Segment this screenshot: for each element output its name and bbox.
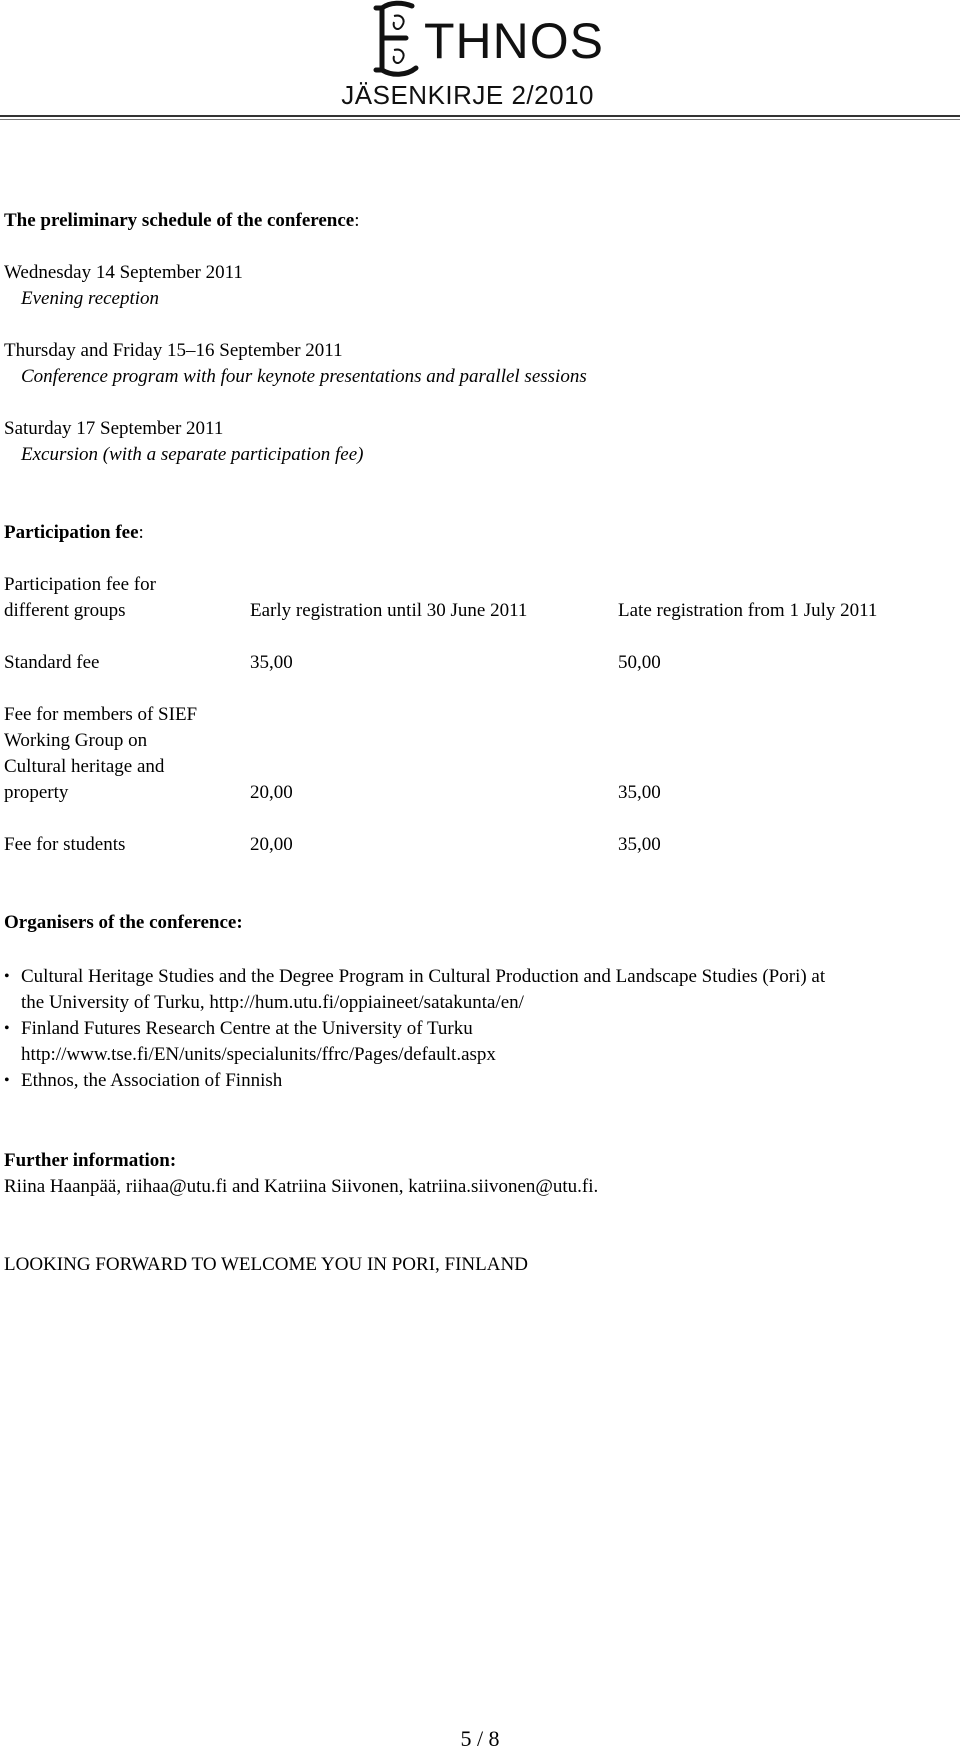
fee-col-header-group: Participation fee for bbox=[4, 574, 156, 595]
fee-row-late: 35,00 bbox=[618, 834, 661, 855]
fee-row-late: 50,00 bbox=[618, 652, 661, 673]
page-header bbox=[0, 0, 960, 124]
fee-row-late: 35,00 bbox=[618, 782, 661, 803]
schedule-date: Thursday and Friday 15–16 September 2011 bbox=[4, 340, 343, 361]
schedule-date: Wednesday 14 September 2011 bbox=[4, 262, 243, 283]
list-item bbox=[4, 1016, 956, 1068]
header-rule bbox=[0, 115, 960, 120]
fee-row-early: 20,00 bbox=[250, 782, 293, 803]
logo-initial-glyph bbox=[372, 0, 432, 78]
fee-col-header-late: Late registration from 1 July 2011 bbox=[618, 600, 878, 621]
closing-line: LOOKING FORWARD TO WELCOME YOU IN PORI, FINLAND bbox=[4, 1254, 528, 1275]
organiser-text: • Cultural Heritage Studies and the Degree Program in Cultural Production and Landscape Studies (Pori) at bbox=[21, 966, 826, 987]
fee-row-early: 35,00 bbox=[250, 652, 293, 673]
fee-row-early: 20,00 bbox=[250, 834, 293, 855]
organiser-text: • Ethnos, the Association of Finnish bbox=[21, 1070, 283, 1091]
list-item bbox=[4, 1068, 956, 1094]
fee-col-header-group: different groups bbox=[4, 600, 126, 621]
fee-row-group: Cultural heritage and bbox=[4, 756, 165, 777]
organisers-heading: Organisers of the conference: bbox=[4, 912, 243, 933]
schedule-date: Saturday 17 September 2011 bbox=[4, 418, 224, 439]
schedule-desc: Conference program with four keynote presentations and parallel sessions bbox=[21, 366, 587, 387]
list-item bbox=[4, 964, 956, 1016]
further-info-heading: Further information: bbox=[4, 1150, 177, 1171]
fee-row-group: Working Group on bbox=[4, 730, 148, 751]
page-number: 5 / 8 bbox=[460, 1726, 500, 1751]
organisers-list bbox=[4, 964, 956, 1094]
further-info-text: Riina Haanpää, riihaa@utu.fi and Katriina Siivonen, katriina.siivonen@utu.fi. bbox=[4, 1176, 599, 1197]
fee-row-group: Standard fee bbox=[4, 652, 100, 673]
fee-row-group: property bbox=[4, 782, 69, 803]
schedule-desc: Evening reception bbox=[21, 288, 160, 309]
fee-row-group: Fee for students bbox=[4, 834, 126, 855]
schedule-heading: The preliminary schedule of the conference: bbox=[4, 210, 360, 231]
ethnos-logo bbox=[372, 0, 604, 78]
fee-heading: Participation fee: bbox=[4, 522, 144, 543]
issue-label: JÄSENKIRJE 2/2010 bbox=[341, 80, 594, 110]
schedule-desc: Excursion (with a separate participation fee) bbox=[21, 444, 364, 465]
fee-row-group: Fee for members of SIEF bbox=[4, 704, 198, 725]
logo-wordmark: THNOS bbox=[424, 13, 604, 69]
organiser-link[interactable]: http://www.tse.fi/EN/units/specialunits/ffrc/Pages/default.aspx bbox=[21, 1044, 496, 1065]
organiser-text: • Finland Futures Research Centre at the University of Turku bbox=[21, 1018, 473, 1039]
organiser-link[interactable]: the University of Turku, http://hum.utu.fi/oppiaineet/satakunta/en/ bbox=[21, 992, 524, 1013]
fee-col-header-early: Early registration until 30 June 2011 bbox=[250, 600, 528, 621]
